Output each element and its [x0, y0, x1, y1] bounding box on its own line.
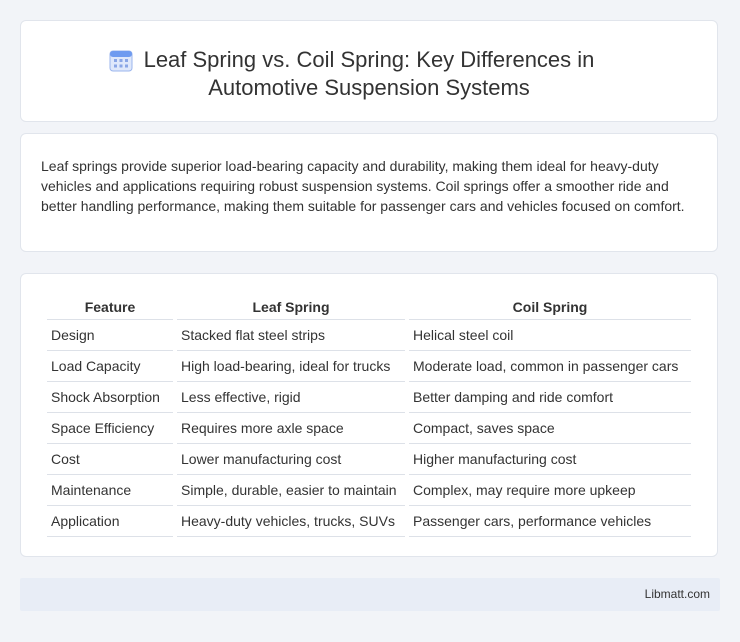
header-coil-spring: Coil Spring [512, 299, 588, 315]
coil-cell: Complex, may require more upkeep [409, 474, 691, 505]
feature-cell: Space Efficiency [47, 412, 173, 443]
summary-card [20, 133, 718, 252]
footer [20, 578, 720, 611]
coil-cell: Better damping and ride comfort [409, 381, 691, 412]
coil-cell: Moderate load, common in passenger cars [409, 350, 691, 381]
table-row [47, 381, 691, 412]
table-row [47, 443, 691, 474]
leaf-cell: Heavy-duty vehicles, trucks, SUVs [177, 505, 405, 537]
leaf-cell: Stacked flat steel strips [177, 319, 405, 350]
title-line-2: Automotive Suspension Systems [208, 75, 530, 100]
feature-cell: Design [47, 319, 173, 350]
table-row [47, 474, 691, 505]
feature-cell: Cost [47, 443, 173, 474]
comparison-card [20, 273, 718, 557]
title-card [20, 20, 718, 122]
summary-text: Leaf springs provide superior load-bearing capacity and durability, making them ideal for heavy-duty vehicles and applications requiring robust suspension systems. Coil springs offer a smoother ride and better handling performance, making them suitable for passenger cars and vehicles focused on comfort. [41, 158, 685, 214]
coil-cell: Passenger cars, performance vehicles [409, 505, 691, 537]
title-line-1: Leaf Spring vs. Coil Spring: Key Differences in [143, 47, 595, 72]
leaf-cell: Simple, durable, easier to maintain [177, 474, 405, 505]
leaf-cell: High load-bearing, ideal for trucks [177, 350, 405, 381]
feature-cell: Shock Absorption [47, 381, 173, 412]
table-row [47, 505, 691, 537]
feature-cell: Application [47, 505, 173, 537]
leaf-cell: Less effective, rigid [177, 381, 405, 412]
header-feature: Feature [84, 299, 136, 315]
table-row [47, 319, 691, 350]
coil-cell: Compact, saves space [409, 412, 691, 443]
page-title [21, 46, 717, 102]
leaf-cell: Requires more axle space [177, 412, 405, 443]
comparison-table [43, 295, 695, 537]
table-header-row [47, 295, 691, 319]
coil-cell: Helical steel coil [409, 319, 691, 350]
leaf-cell: Lower manufacturing cost [177, 443, 405, 474]
footer-site-link[interactable]: Libmatt.com [644, 587, 710, 601]
table-row [47, 350, 691, 381]
header-leaf-spring: Leaf Spring [252, 299, 330, 315]
coil-cell: Higher manufacturing cost [409, 443, 691, 474]
table-row [47, 412, 691, 443]
feature-cell: Load Capacity [47, 350, 173, 381]
feature-cell: Maintenance [47, 474, 173, 505]
